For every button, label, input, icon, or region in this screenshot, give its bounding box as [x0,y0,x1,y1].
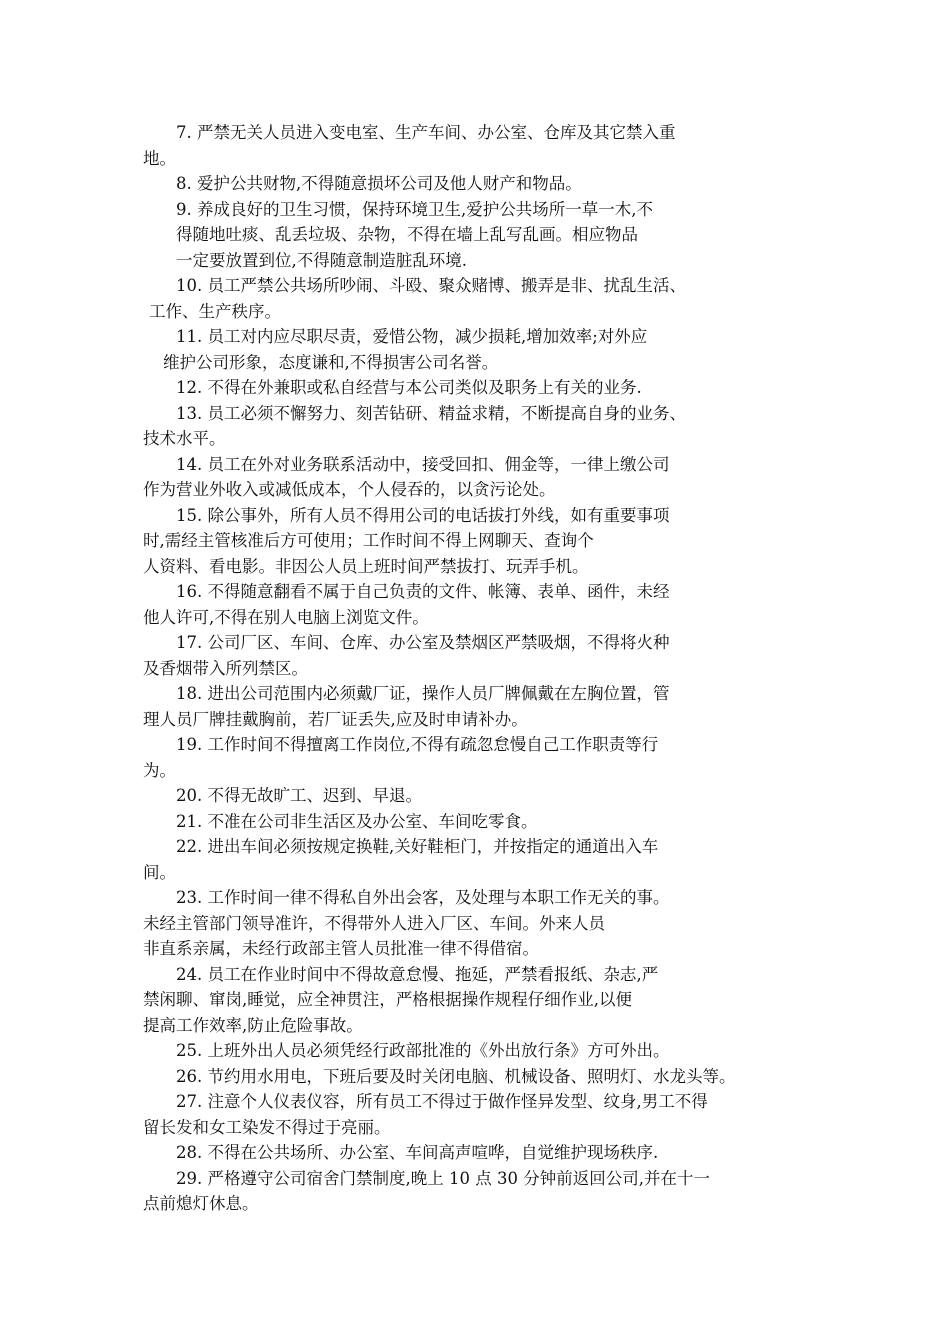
rule-19-line-2: 为。 [143,760,176,780]
rule-15-line-3: 人资料、看电影。非因公人员上班时间严禁拔打、玩弄手机。 [143,556,589,576]
rule-10-line-1: 10. 员工严禁公共场所吵闹、斗殴、聚众赌博、搬弄是非、扰乱生活、 [176,276,686,295]
rule-19-line-1: 19. 工作时间不得擅离工作岗位,不得有疏忽怠慢自己工作职责等行 [176,735,659,754]
rule-11-line-2: 维护公司形象，态度谦和,不得损害公司名誉。 [163,352,499,372]
rule-18-line-1: 18. 进出公司范围内必须戴厂证，操作人员厂牌佩戴在左胸位置，管 [176,684,670,703]
rule-27-line-1: 27. 注意个人仪表仪容，所有员工不得过于做作怪异发型、纹身,男工不得 [176,1092,708,1111]
rule-24-line-2: 禁闲聊、窜岗,睡觉，应全神贯注，严格根据操作规程仔细作业,以便 [143,990,632,1009]
rule-24-line-1: 24. 员工在作业时间中不得故意怠慢、拖延，严禁看报纸、杂志,严 [176,964,659,984]
rule-25-line-1: 25. 上班外出人员必须凭经行政部批准的《外出放行条》方可外出。 [176,1041,670,1060]
rules-list [143,120,823,1217]
rule-24-line-3: 提高工作效率,防止危险事故。 [143,1015,363,1035]
rule-9-line-3: 一定要放置到位,不得随意制造脏乱环境. [176,250,467,270]
rule-18-line-2: 理人员厂牌挂戴胸前，若厂证丢失,应及时申请补办。 [143,709,528,729]
rule-13-line-2: 技术水平。 [143,429,226,448]
rule-14-line-2: 作为营业外收入或减低成本，个人侵吞的，以贪污论处。 [143,480,556,499]
rule-14-line-1: 14. 员工在外对业务联系活动中，接受回扣、佣金等，一律上缴公司 [176,454,670,474]
rule-15-line-2: 时,需经主管核准后方可使用；工作时间不得上网聊天、查询个 [143,531,594,550]
rule-10-line-2: 工作、生产秩序。 [149,301,281,321]
rule-8-line-1: 8. 爱护公共财物,不得随意损坏公司及他人财产和物品。 [176,174,582,193]
rule-22-line-1: 22. 进出车间必须按规定换鞋,关好鞋柜门，并按指定的通道出入车 [176,837,659,856]
rule-16-line-1: 16. 不得随意翻看不属于自己负责的文件、帐簿、表单、函件，未经 [176,582,670,601]
rule-13-line-1: 13. 员工必须不懈努力、刻苦钻研、精益求精，不断提高自身的业务、 [176,403,686,423]
rule-7-line-2: 地。 [143,148,176,168]
rule-17-line-1: 17. 公司厂区、车间、仓库、办公室及禁烟区严禁吸烟，不得将火种 [176,633,670,652]
rule-16-line-2: 他人许可,不得在别人电脑上浏览文件。 [143,607,429,627]
rule-12-line-1: 12. 不得在外兼职或私自经营与本公司类似及职务上有关的业务. [176,378,642,397]
rule-7-line-1: 7. 严禁无关人员进入变电室、生产车间、办公室、仓库及其它禁入重 [176,123,676,142]
rule-23-line-2: 未经主管部门领导准许，不得带外人进入厂区、车间。外来人员 [143,913,605,933]
rule-20-line-1: 20. 不得无故旷工、迟到、早退。 [176,786,422,805]
rule-22-line-2: 间。 [143,862,176,882]
rule-15-line-1: 15. 除公事外，所有人员不得用公司的电话拔打外线，如有重要事项 [176,505,670,525]
rule-27-line-2: 留长发和女工染发不得过于亮丽。 [143,1117,391,1137]
rule-9-line-1: 9. 养成良好的卫生习惯，保持环境卫生,爱护公共场所一草一木,不 [176,199,653,219]
rule-29-line-2: 点前熄灯休息。 [143,1194,259,1213]
rule-28-line-1: 28. 不得在公共场所、办公室、车间高声喧哗，自觉维护现场秩序. [176,1143,659,1162]
rule-26-line-1: 26. 节约用水用电，下班后要及时关闭电脑、机械设备、照明灯、水龙头等。 [176,1066,736,1086]
rule-29-line-1: 29. 严格遵守公司宿舍门禁制度,晚上 10 点 30 分钟前返回公司,并在十一 [176,1168,710,1188]
rule-21-line-1: 21. 不准在公司非生活区及办公室、车间吃零食。 [176,811,538,831]
rule-23-line-3: 非直系亲属，未经行政部主管人员批准一律不得借宿。 [143,939,539,958]
rule-23-line-1: 23. 工作时间一律不得私自外出会客，及处理与本职工作无关的事。 [176,888,670,907]
rule-9-line-2: 得随地吐痰、乱丢垃圾、杂物，不得在墙上乱写乱画。相应物品 [176,225,638,244]
rule-17-line-2: 及香烟带入所列禁区。 [143,658,308,678]
rule-11-line-1: 11. 员工对内应尽职尽责，爱惜公物，减少损耗,增加效率;对外应 [176,327,648,346]
